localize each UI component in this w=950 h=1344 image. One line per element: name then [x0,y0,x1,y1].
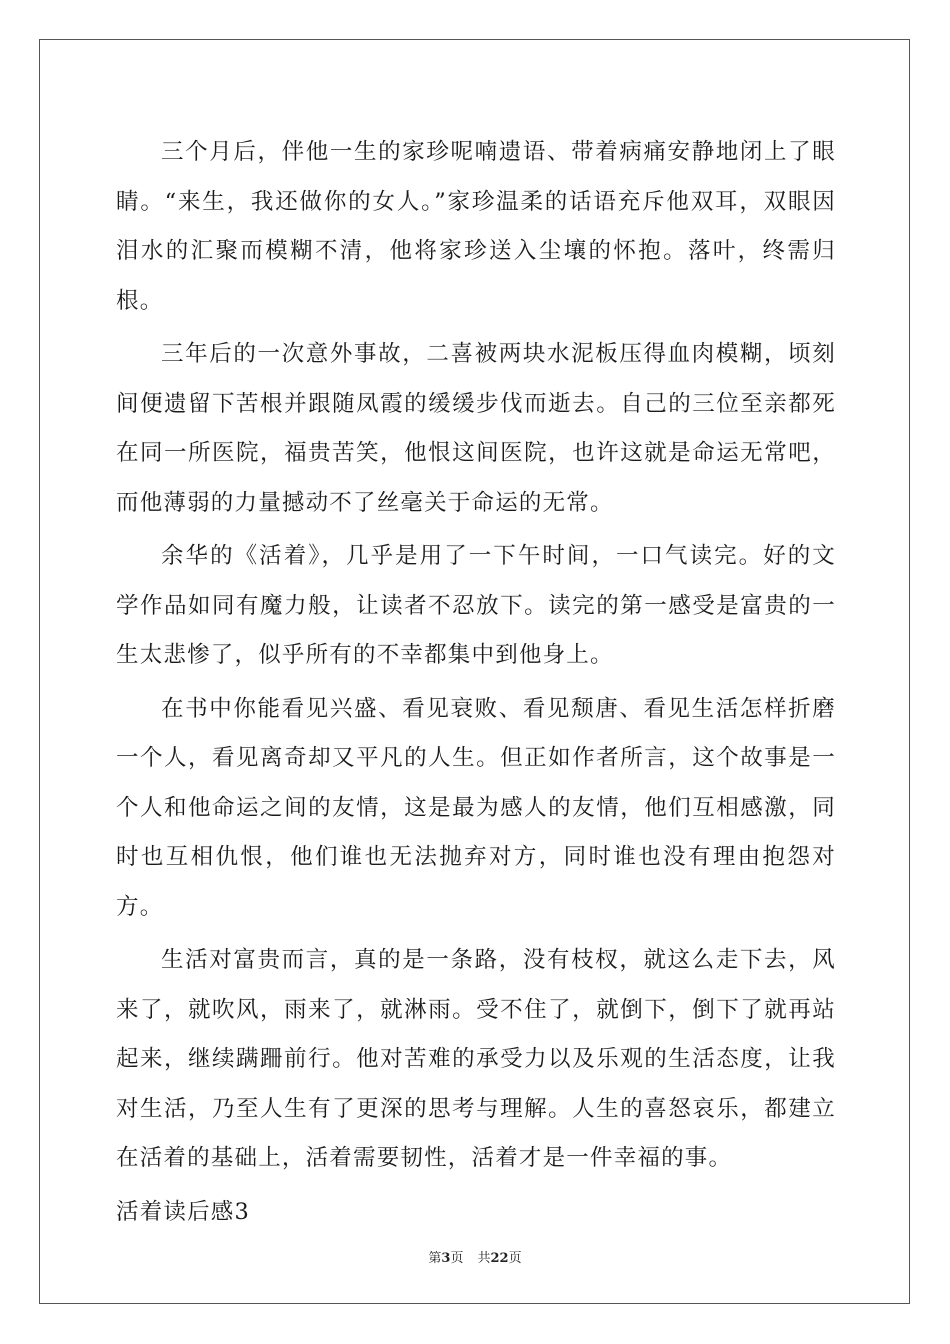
paragraph-2: 三年后的一次意外事故，二喜被两块水泥板压得血肉模糊，顷刻间便遗留下苦根并跟随凤霞的缓缓步伐而逝去。自己的三位至亲都死在同一所医院，福贵苦笑，他恨这间医院，也许这就是命运无常吧，而他薄弱的力量撼动不了丝毫关于命运的无常。 [116,341,836,516]
paragraph-1: 三个月后，伴他一生的家珍呢喃遗语、带着病痛安静地闭上了眼睛。“来生，我还做你的女人。”家珍温柔的话语充斥他双耳，双眼因泪水的汇聚而模糊不清，他将家珍送入尘壤的怀抱。落叶，终需归根。 [116,139,836,314]
paragraph-5: 生活对富贵而言，真的是一条路，没有枝杈，就这么走下去，风来了，就吹风，雨来了，就淋雨。受不住了，就倒下，倒下了就再站起来，继续蹒跚前行。他对苦难的承受力以及乐观的生活态度，让我对生活，乃至人生有了更深的思考与理解。人生的喜怒哀乐，都建立在活着的基础上，活着需要韧性，活着才是一件幸福的事。 [116,947,836,1171]
section-heading: 活着读后感3 [116,1198,251,1225]
paragraph-4: 在书中你能看见兴盛、看见衰败、看见颓唐、看见生活怎样折磨一个人，看见离奇却又平凡的人生。但正如作者所言，这个故事是一个人和他命运之间的友情，这是最为感人的友情，他们互相感激，同时也互相仇恨，他们谁也无法抛弃对方，同时谁也没有理由抱怨对方。 [116,695,836,920]
page-suffix: 页 [450,1251,464,1266]
total-prefix: 共 [477,1251,491,1266]
document-body [116,128,836,1237]
paragraph-3: 余华的《活着》，几乎是用了一下午时间，一口气读完。好的文学作品如同有魔力般，让读者不忍放下。读完的第一感受是富贵的一生太悲惨了，似乎所有的不幸都集中到他身上。 [116,543,836,668]
page-footer [0,1247,950,1266]
page-current: 3 [441,1251,451,1266]
page-prefix: 第 [428,1251,442,1266]
page-total: 22 [490,1251,509,1266]
total-suffix: 页 [508,1251,522,1266]
